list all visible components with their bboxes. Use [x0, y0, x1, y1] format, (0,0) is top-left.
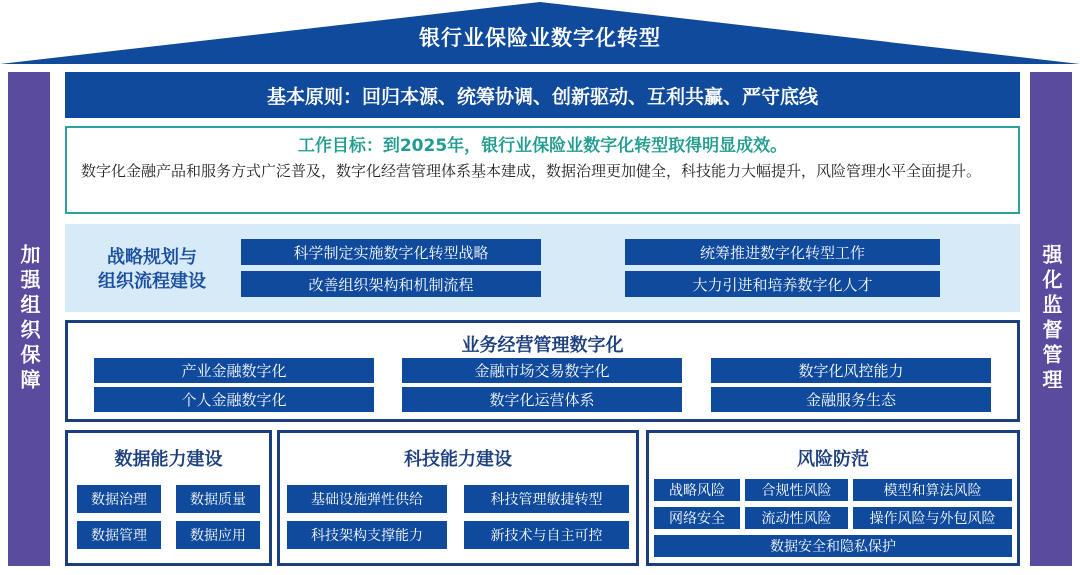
risk-item: 合规性风险 [745, 479, 848, 501]
business-item: 数字化风控能力 [711, 358, 991, 383]
strategy-item: 科学制定实施数字化转型战略 [241, 239, 541, 265]
business-item: 金融服务生态 [711, 387, 991, 412]
data-capability-item: 数据治理 [77, 485, 161, 513]
strategy-item: 统筹推进数字化转型工作 [625, 239, 940, 265]
goal-box [65, 126, 1020, 214]
risk-item: 流动性风险 [745, 507, 848, 529]
right-pillar [1030, 72, 1072, 566]
strategy-label-line2: 组织流程建设 [98, 271, 206, 292]
data-capability-item: 数据管理 [77, 521, 161, 549]
risk-item: 操作风险与外包风险 [853, 507, 1012, 529]
data-capability-item: 数据应用 [176, 521, 260, 549]
risk-item: 战略风险 [654, 479, 740, 501]
risk-item: 模型和算法风险 [853, 479, 1012, 501]
left-pillar-label: 加强组织保障 [17, 244, 41, 394]
business-item: 数字化运营体系 [402, 387, 682, 412]
strategy-label-line1: 战略规划与 [107, 247, 197, 268]
business-item: 个人金融数字化 [94, 387, 374, 412]
tech-capability-item: 科技管理敏捷转型 [464, 485, 629, 513]
business-section [65, 320, 1020, 422]
data-capability-panel [65, 430, 272, 566]
strategy-item: 改善组织架构和机制流程 [241, 271, 541, 297]
data-capability-item: 数据质量 [176, 485, 260, 513]
left-pillar [8, 72, 50, 566]
risk-item: 数据安全和隐私保护 [654, 535, 1012, 557]
risk-title: 风险防范 [797, 449, 869, 470]
tech-capability-item: 基础设施弹性供给 [287, 485, 447, 513]
business-title: 业务经营管理数字化 [461, 335, 624, 356]
right-pillar-label: 强化监督管理 [1039, 244, 1063, 394]
data-capability-title: 数据能力建设 [114, 449, 223, 470]
strategy-section [65, 224, 1020, 312]
risk-panel [646, 430, 1020, 566]
tech-capability-panel [277, 430, 639, 566]
business-item: 产业金融数字化 [94, 358, 374, 383]
tech-capability-item: 科技架构支撑能力 [287, 521, 447, 549]
strategy-label [77, 246, 227, 294]
goal-title: 工作目标：到2025年，银行业保险业数字化转型取得明显成效。 [297, 136, 788, 156]
risk-item: 网络安全 [654, 507, 740, 529]
goal-text: 数字化金融产品和服务方式广泛普及，数字化经营管理体系基本建成，数据治理更加健全，科技能力大幅提升，风险管理水平全面提升。 [81, 162, 982, 180]
business-item: 金融市场交易数字化 [402, 358, 682, 383]
strategy-item: 大力引进和培养数字化人才 [625, 271, 940, 297]
tech-capability-item: 新技术与自主可控 [464, 521, 629, 549]
principle-bar: 基本原则：回归本源、统筹协调、创新驱动、互利共赢、严守底线 [65, 72, 1020, 118]
roof-title: 银行业保险业数字化转型 [419, 26, 661, 50]
tech-capability-title: 科技能力建设 [404, 449, 512, 470]
